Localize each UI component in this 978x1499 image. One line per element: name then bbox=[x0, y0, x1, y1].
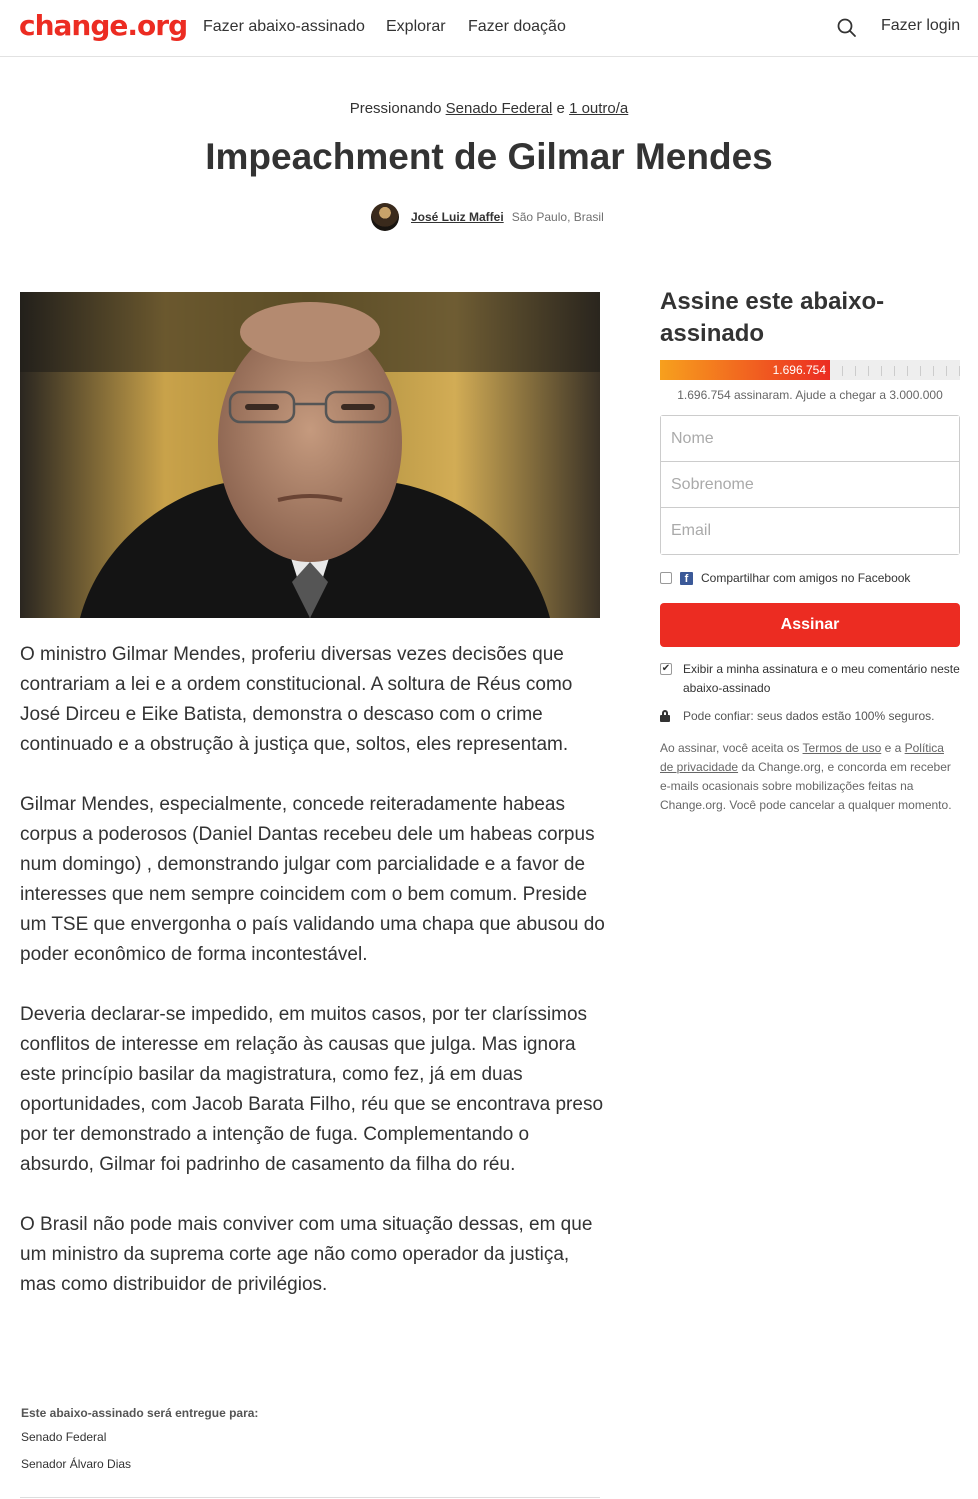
terms-suffix: da Change.org, e concorda em receber e-mails ocasionais sobre mobilizações feitas na Change.org. Você pode cancelar a qualquer momento. bbox=[660, 760, 952, 812]
delivery-label: Este abaixo-assinado será entregue para: bbox=[21, 1406, 259, 1420]
progress-tick bbox=[933, 366, 934, 376]
privacy-policy-link[interactable]: Política de privacidade bbox=[660, 741, 944, 774]
terms-mid: e a bbox=[884, 741, 902, 755]
facebook-share-option bbox=[660, 571, 960, 585]
change-org-logo[interactable]: change.org bbox=[19, 9, 188, 42]
sign-button[interactable]: Assinar bbox=[660, 603, 960, 647]
terms-of-use-link[interactable]: Termos de uso bbox=[802, 741, 882, 755]
facebook-icon: f bbox=[680, 572, 693, 585]
nav-donate[interactable]: Fazer doação bbox=[468, 18, 566, 35]
petition-targets bbox=[0, 100, 978, 117]
divider bbox=[20, 1497, 600, 1498]
petition-story bbox=[20, 640, 605, 1330]
progress-tick bbox=[920, 366, 921, 376]
terms-prefix: Ao assinar, você aceita os bbox=[660, 741, 800, 755]
display-signature-option bbox=[660, 660, 960, 698]
display-signature-label[interactable]: Exibir a minha assinatura e o meu comentário neste abaixo-assinado bbox=[683, 662, 960, 695]
progress-ticks bbox=[842, 366, 972, 376]
story-paragraph: Gilmar Mendes, especialmente, concede reiteradamente habeas corpus a poderosos (Daniel Dantas recebeu dele um habeas corpus num domingo) , demonstrando julgar com parcialidade e a favor de interesses que nem sempre coincidem com o bem comum. Preside um TSE que envergonha o país validando uma chapa que abusou do poder econômico de forma incontestável. bbox=[20, 794, 605, 965]
progress-count-label: 1.696.754 bbox=[772, 363, 826, 377]
progress-tick bbox=[907, 366, 908, 376]
delivery-recipients bbox=[21, 1406, 601, 1484]
first-name-input[interactable] bbox=[661, 416, 959, 462]
sign-panel bbox=[660, 286, 960, 815]
petition-photo bbox=[20, 292, 600, 618]
target-link-more[interactable]: 1 outro/a bbox=[569, 100, 629, 117]
story-paragraph: O Brasil não pode mais conviver com uma situação dessas, em que um ministro da suprema corte age não como operador da justiça, mas como distribuidor de privilégios. bbox=[20, 1214, 593, 1295]
terms-notice bbox=[660, 739, 960, 815]
story-paragraph: Deveria declarar-se impedido, em muitos casos, por ter claríssimos conflitos de interesse em relação às causas que julga. Mas ignora este princípio basilar da magistratura, como fez, já em duas oportunidades, com Jacob Barata Filho, réu que se encontrava preso por ter demonstrado a intenção de fuga. Complementando o absurdo, Gilmar foi padrinho de casamento da filha do réu. bbox=[20, 1004, 604, 1175]
nav-explore[interactable]: Explorar bbox=[386, 18, 446, 35]
display-signature-checkbox[interactable]: ✔ bbox=[661, 663, 671, 674]
author-avatar[interactable] bbox=[371, 203, 399, 231]
progress-tick bbox=[855, 366, 856, 376]
progress-tick bbox=[881, 366, 882, 376]
author-name-link[interactable]: José Luiz Maffei bbox=[411, 210, 504, 224]
story-paragraph: O ministro Gilmar Mendes, proferiu diversas vezes decisões que contrariam a lei e a ordem constitucional. A soltura de Réus como José Dirceu e Eike Batista, demonstra o descaso com o crime continuado e a obstrução à justiça que, soltos, eles representam. bbox=[20, 644, 573, 755]
sign-form bbox=[660, 415, 960, 555]
signature-count-text: 1.696.754 assinaram. Ajude a chegar a 3.000.000 bbox=[677, 388, 943, 402]
sign-panel-title: Assine este abaixo-assinado bbox=[660, 288, 885, 347]
email-input[interactable] bbox=[661, 508, 959, 554]
pressing-prefix: Pressionando bbox=[349, 100, 442, 117]
petition-author bbox=[371, 202, 604, 232]
progress-fill bbox=[660, 360, 830, 380]
login-link[interactable]: Fazer login bbox=[881, 17, 961, 34]
lock-icon bbox=[660, 710, 670, 722]
progress-tick bbox=[868, 366, 869, 376]
recipient-item: Senador Álvaro Dias bbox=[21, 1457, 132, 1471]
data-safety-text: Pode confiar: seus dados estão 100% seguros. bbox=[683, 709, 935, 723]
author-location: São Paulo, Brasil bbox=[511, 210, 604, 224]
progress-tick bbox=[946, 366, 947, 376]
progress-tick bbox=[894, 366, 895, 376]
pressing-joiner: e bbox=[556, 100, 565, 117]
data-safety-note bbox=[660, 709, 960, 723]
target-link-senado[interactable]: Senado Federal bbox=[445, 100, 553, 117]
search-icon[interactable] bbox=[836, 17, 858, 39]
last-name-input[interactable] bbox=[661, 462, 959, 508]
facebook-share-label[interactable]: Compartilhar com amigos no Facebook bbox=[701, 571, 911, 585]
site-header bbox=[0, 0, 978, 57]
signature-progress-bar bbox=[660, 360, 960, 380]
petition-title: Impeachment de Gilmar Mendes bbox=[205, 136, 773, 177]
progress-tick bbox=[959, 366, 960, 376]
facebook-share-checkbox[interactable] bbox=[660, 572, 672, 584]
nav-start-petition[interactable]: Fazer abaixo-assinado bbox=[203, 18, 365, 35]
recipient-item: Senado Federal bbox=[21, 1430, 107, 1444]
progress-tick bbox=[842, 366, 843, 376]
